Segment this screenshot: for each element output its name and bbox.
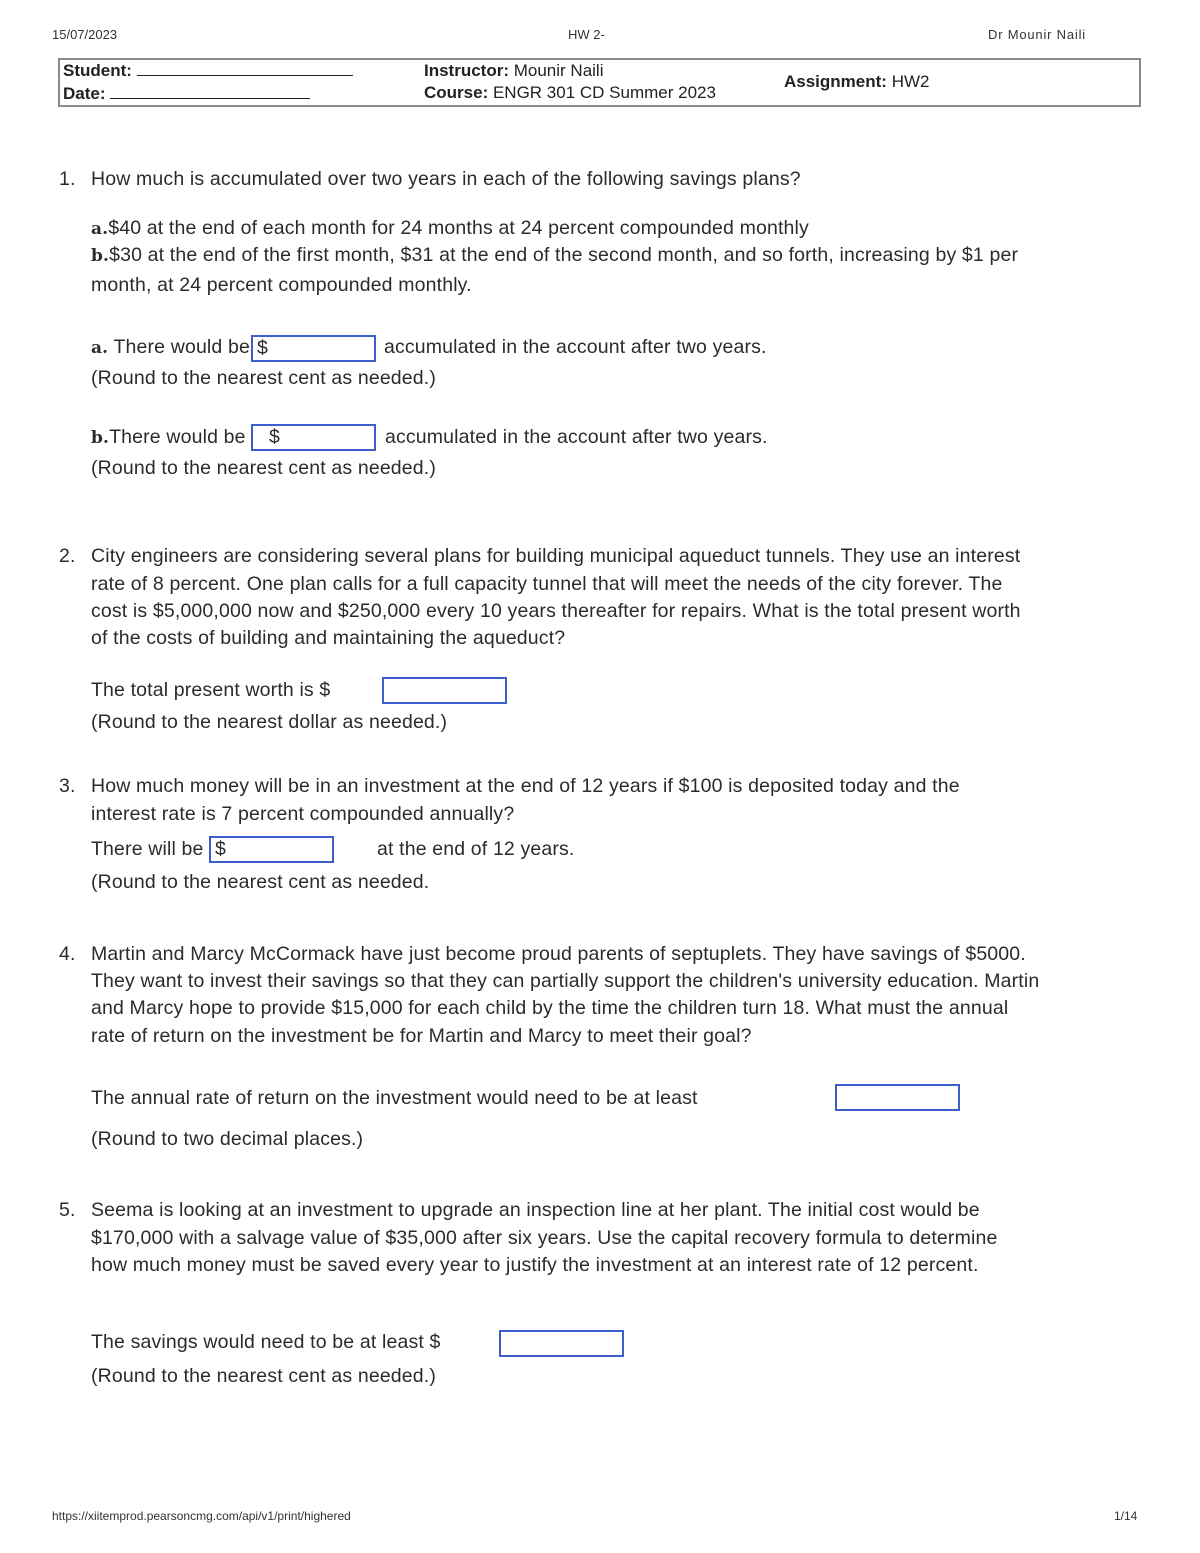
q1-b-marker: b. (91, 246, 110, 266)
q4-line3: and Marcy hope to provide $15,000 for each child by the time the children turn 18. What must the annual (91, 997, 1009, 1019)
currency-symbol: $ (269, 426, 280, 448)
q1-answer-b-field[interactable] (251, 424, 376, 451)
q3-line1: How much money will be in an investment at the end of 12 years if $100 is deposited today and the (91, 775, 960, 797)
q3-number: 3. (59, 775, 76, 797)
q2-line2: rate of 8 percent. One plan calls for a full capacity tunnel that will meet the needs of the city forever. The (91, 573, 1003, 595)
course-line (424, 83, 716, 103)
q5-line3: how much money must be saved every year to justify the investment at an interest rate of 12 percent. (91, 1254, 979, 1276)
q4-line1: Martin and Marcy McCormack have just become proud parents of septuplets. They have savings of $5000. (91, 943, 1026, 965)
q2-answer-prefix: The total present worth is $ (91, 679, 331, 701)
q5-round-note: (Round to the nearest cent as needed.) (91, 1365, 437, 1387)
q1-answer-b-prefix (91, 426, 246, 449)
q2-number: 2. (59, 545, 76, 567)
q1-answer-a-round-note: (Round to the nearest cent as needed.) (91, 367, 437, 389)
date-label: Date: (63, 84, 106, 103)
q1-ans-b-marker: b. (91, 428, 110, 448)
q2-line4: of the costs of building and maintaining the aqueduct? (91, 627, 566, 649)
q5-answer-field[interactable] (499, 1330, 624, 1357)
q3-answer-suffix: at the end of 12 years. (377, 838, 575, 860)
print-date: 15/07/2023 (52, 27, 118, 42)
q1-answer-a-prefix (91, 336, 250, 359)
q2-answer-field[interactable] (382, 677, 507, 704)
q4-answer-field[interactable] (835, 1084, 960, 1111)
q1-answer-b-round-note: (Round to the nearest cent as needed.) (91, 457, 437, 479)
instructor-value: Mounir Naili (513, 61, 604, 80)
q2-line3: cost is $5,000,000 now and $250,000 every 10 years thereafter for repairs. What is the total present worth (91, 600, 1021, 622)
instructor-label: Instructor: (424, 61, 509, 80)
q1-b-text-line1: $30 at the end of the first month, $31 at the end of the second month, and so forth, increasing by $1 per (109, 244, 1019, 266)
q1-text: How much is accumulated over two years in each of the following savings plans? (91, 168, 801, 190)
q3-answer-prefix: There will be (91, 838, 204, 860)
q2-line1: City engineers are considering several plans for building municipal aqueduct tunnels. They use an interest (91, 545, 1021, 567)
q1-ans-b-prefix-text: There would be (109, 426, 246, 448)
q1-part-b (91, 244, 1018, 267)
currency-symbol: $ (257, 337, 268, 359)
q1-number: 1. (59, 168, 76, 190)
q1-answer-a-field[interactable] (251, 335, 376, 362)
q5-answer-prefix: The savings would need to be at least $ (91, 1331, 441, 1353)
q3-line2: interest rate is 7 percent compounded annually? (91, 803, 515, 825)
q5-line1: Seema is looking at an investment to upgrade an inspection line at her plant. The initial cost would be (91, 1199, 980, 1221)
q1-part-a (91, 217, 809, 240)
q4-number: 4. (59, 943, 76, 965)
student-line (63, 61, 353, 81)
q5-line2: $170,000 with a salvage value of $35,000 after six years. Use the capital recovery formula to determine (91, 1227, 998, 1249)
q3-answer-field[interactable] (209, 836, 334, 863)
q1-ans-a-marker: a. (91, 338, 109, 358)
q1-ans-a-prefix-text: There would be (113, 336, 250, 358)
q1-answer-b-suffix: accumulated in the account after two years. (385, 426, 768, 448)
page-number: 1/14 (1114, 1509, 1138, 1523)
assignment-value: HW2 (891, 72, 930, 91)
q1-a-marker: a. (91, 219, 109, 239)
q4-line2: They want to invest their savings so that they can partially support the children's university education. Martin (91, 970, 1040, 992)
date-line (63, 84, 310, 104)
q1-answer-a-suffix: accumulated in the account after two years. (384, 336, 767, 358)
q3-round-note: (Round to the nearest cent as needed. (91, 871, 430, 893)
q4-line4: rate of return on the investment be for Martin and Marcy to meet their goal? (91, 1025, 752, 1047)
instructor-line (424, 61, 603, 81)
footer-url: https://xiitemprod.pearsoncmg.com/api/v1/print/highered (52, 1509, 351, 1523)
q2-round-note: (Round to the nearest dollar as needed.) (91, 711, 448, 733)
q5-number: 5. (59, 1199, 76, 1221)
q1-b-text-line2: month, at 24 percent compounded monthly. (91, 274, 472, 296)
student-name-blank (137, 61, 353, 76)
course-value: ENGR 301 CD Summer 2023 (492, 83, 716, 102)
document-author: Dr Mounir Naili (988, 27, 1086, 42)
document-title: HW 2- (568, 27, 605, 42)
course-label: Course: (424, 83, 489, 102)
q4-round-note: (Round to two decimal places.) (91, 1128, 364, 1150)
currency-symbol: $ (215, 838, 226, 860)
q1-a-text: $40 at the end of each month for 24 months at 24 percent compounded monthly (108, 217, 809, 239)
assignment-label: Assignment: (784, 72, 887, 91)
assignment-line (784, 72, 929, 92)
date-blank (110, 84, 310, 99)
student-label: Student: (63, 61, 132, 80)
q4-answer-prefix: The annual rate of return on the investment would need to be at least (91, 1087, 698, 1109)
